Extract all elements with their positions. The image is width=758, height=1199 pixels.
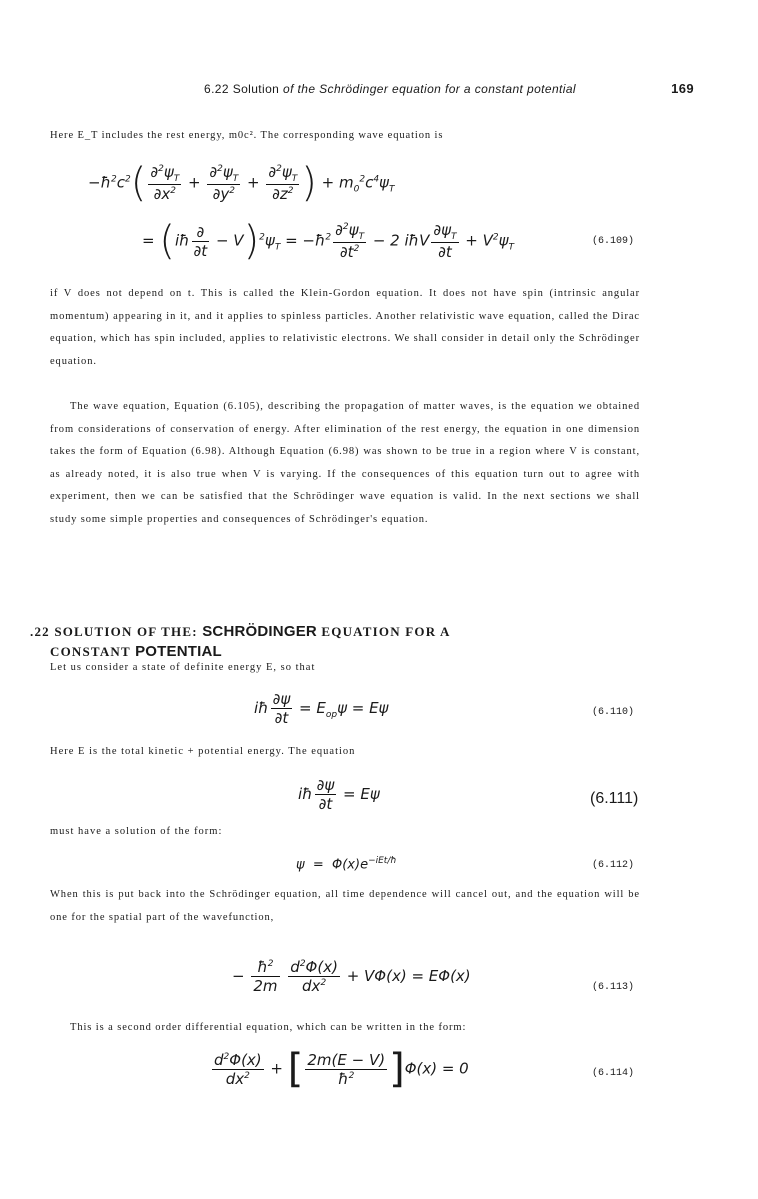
paragraph-klein-gordon: if V does not depend on t. This is called the Klein-Gordon equation. It does not have spin (intrinsic angular momentum) appearing in it, and it applies to spinless particles. Another relativistic wave equation, called the Dirac equation, which has spin included, applies to relativistic electrons. We shall consider in detail only the Schrödinger equation. <box>50 288 640 367</box>
paragraph-wave-equation: The wave equation, Equation (6.105), describing the propagation of matter waves, is the equation we obtained from considerations of conservation of energy. After elimination of the rest energy, the equation in one dimension takes the form of Equation (6.98). Although Equation (6.98) was shown to be true in a region where V is constant, as already noted, it is also true when V is varying. If the consequences of this equation turn out to agree with experiment, then we can be satisfied that the Schrödinger wave equation is valid. In the next sections we shall study some simple properties and consequences of Schrödinger's equation. <box>50 401 640 525</box>
eq-6-110: iħ $\frac{\partial\psi}{\partial t}$ = $E_{op}\psi = E\psi$ <box>254 690 389 727</box>
paragraph-solution-form: must have a solution of the form: <box>50 826 223 837</box>
header-section: 6.22 Solution <box>204 82 280 96</box>
eq-6-114-number: (6.114) <box>592 1068 635 1079</box>
running-header <box>204 82 694 96</box>
intro-line: Here E_T includes the rest energy, m0c². The corresponding wave equation is <box>50 130 444 141</box>
page-number: 169 <box>671 81 694 96</box>
paragraph-definite-energy: Let us consider a state of definite energy E, so that <box>50 662 316 673</box>
eq-6-111-number: (6.111) <box>590 790 639 807</box>
paragraph-time-dependence: When this is put back into the Schrödinger equation, all time dependence will cancel out, and the equation will be one for the spatial part of the wavefunction, <box>50 889 640 923</box>
eq-6-110-number: (6.110) <box>592 707 635 718</box>
section-number: .22 <box>30 624 50 639</box>
eq-6-114: $\frac{d^2\Phi(x)}{dx^2}$ + [ $\frac{2m(E - V)}{ħ^2}$ ]Φ(x) = 0 <box>214 1046 469 1092</box>
eq-6-113: − $\frac{ħ^2}{2m}$ $\frac{d^2\Phi(x)}{dx^2}$ + VΦ(x) = EΦ(x) <box>232 958 471 995</box>
eq-6-111: iħ $\frac{\partial\psi}{\partial t}$ = Eψ <box>298 776 380 813</box>
paragraph-second-order: This is a second order differential equation, which can be written in the form: <box>70 1022 467 1033</box>
eq-6-109-number: (6.109) <box>592 236 635 247</box>
eq-6-109-line1: $-ħ^2c^2$( $\frac{\partial^2\psi_T}{\partial x^2}$ + $\frac{\partial^2\psi_T}{\partial y^2}$ + $\frac{\partial^2\psi_T}{\partial z^2}$ ) + $m_0^2c^4\psi_T$ <box>88 160 395 206</box>
eq-6-112: $\psi = \Phi(x)e^{-iEt/ħ}$ <box>296 856 397 873</box>
paragraph-total-energy: Here E is the total kinetic + potential energy. The equation <box>50 746 356 757</box>
eq-6-109-line2: = (iħ $\frac{\partial}{\partial t}$ − $V)^2\psi_T$ = $-ħ^2$ $\frac{\partial^2\psi_T}{\partial t^2}$ − 2 iħV $\frac{\partial\psi_T}{\partial t}$ + $V^2\psi_T$ <box>142 218 515 264</box>
header-title: of the Schrödinger equation for a constant potential <box>283 82 576 96</box>
eq-6-113-number: (6.113) <box>592 982 635 993</box>
eq-6-112-number: (6.112) <box>592 860 635 871</box>
section-heading: .22 SOLUTION OF THE: SCHRÖDINGER EQUATION FOR A CONSTANT POTENTIAL <box>30 623 451 660</box>
